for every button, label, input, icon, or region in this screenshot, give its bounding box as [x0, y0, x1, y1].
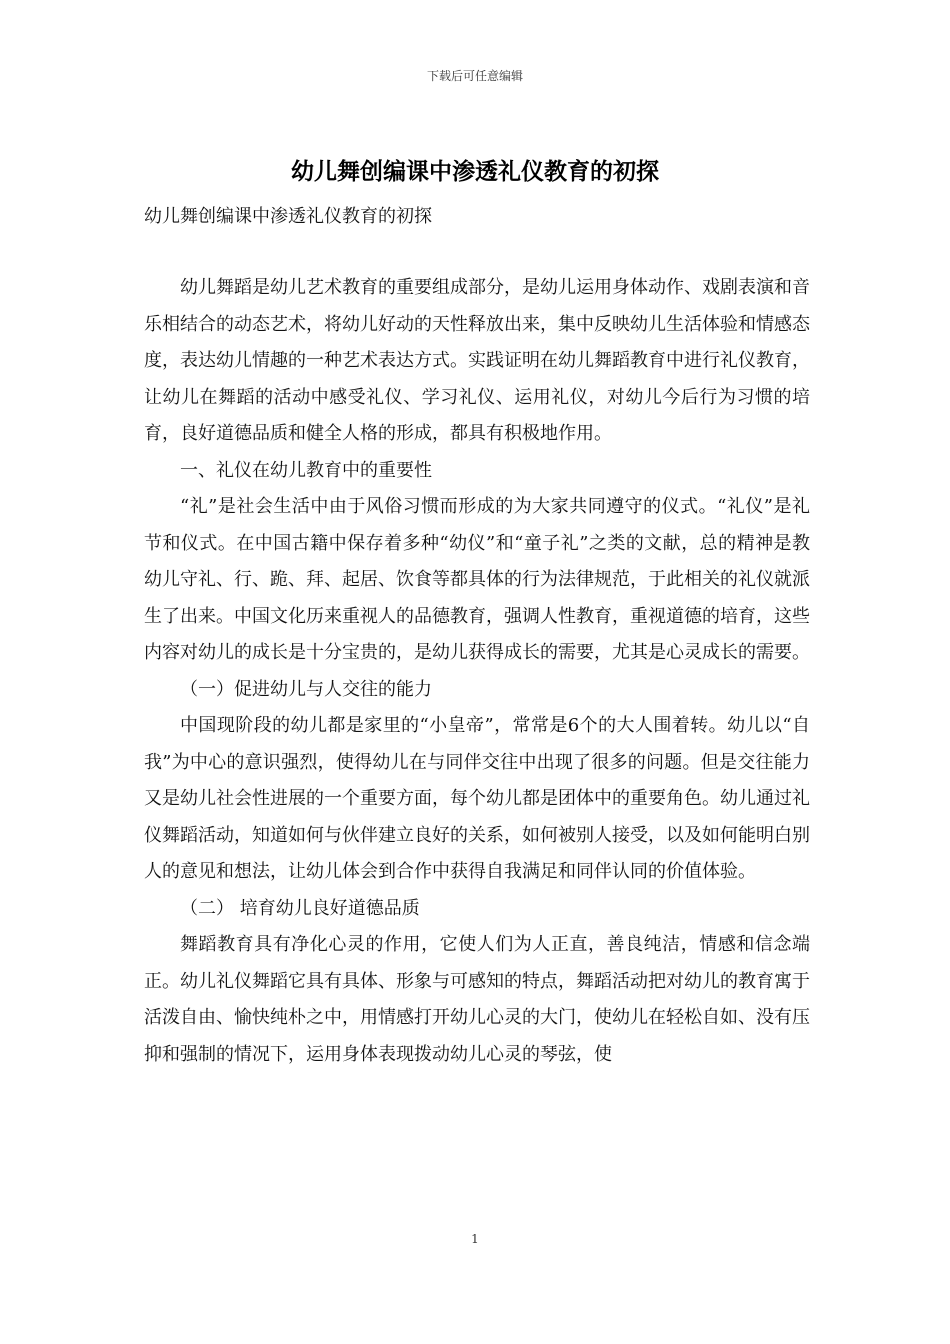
body-paragraph: “礼”是社会生活中由于风俗习惯而形成的为大家共同遵守的仪式。“礼仪”是礼节和仪式。在中国古籍中保存着多种“幼仪”和“童子礼”之类的文献，总的精神是教幼儿守礼、行、跪、拜、起居、饮食等都具体的行为法律规范，于此相关的礼仪就派生了出来。中国文化历来重视人的品德教育，强调人性教育，重视道德的培育，这些内容对幼儿的成长是十分宝贵的，是幼儿获得成长的需要，尤其是心灵成长的需要。	[144, 496, 810, 663]
subsection-heading-1: （一）促进幼儿与人交往的能力	[180, 678, 432, 700]
section-heading-1: 一、礼仪在幼儿教育中的重要性	[180, 459, 432, 481]
document-subtitle: 幼儿舞创编课中渗透礼仪教育的初探	[144, 206, 432, 227]
document-title: 幼儿舞创编课中渗透礼仪教育的初探	[291, 158, 659, 185]
intro-paragraph: 幼儿舞蹈是幼儿艺术教育的重要组成部分，是幼儿运用身体动作、戏剧表演和音乐相结合的动态艺术，将幼儿好动的天性释放出来，集中反映幼儿生活体验和情感态度，表达幼儿情趣的一种艺术表达方式。实践证明在幼儿舞蹈教育中进行礼仪教育，让幼儿在舞蹈的活动中感受礼仪、学习礼仪、运用礼仪，对幼儿今后行为习惯的培育，良好道德品质和健全人格的形成，都具有积极地作用。	[144, 277, 810, 444]
body-paragraph: 中国现阶段的幼儿都是家里的“小皇帝”，常常是6个的大人围着转。幼儿以“自我”为中心的意识强烈，使得幼儿在与同伴交往中出现了很多的问题。但是交往能力又是幼儿社会性进展的一个重要方面，每个幼儿都是团体中的重要角色。幼儿通过礼仪舞蹈活动，知道如何与伙伴建立良好的关系，如何被别人接受，以及如何能明白别人的意见和想法，让幼儿体会到合作中获得自我满足和同伴认同的价值体验。	[144, 715, 810, 882]
body-paragraph: 舞蹈教育具有净化心灵的作用，它使人们为人正直，善良纯洁，情感和信念端正。幼儿礼仪舞蹈它具有具体、形象与可感知的特点，舞蹈活动把对幼儿的教育寓于活泼自由、愉快纯朴之中，用情感打开幼儿心灵的大门，使幼儿在轻松自如、没有压抑和强制的情况下，运用身体表现拨动幼儿心灵的琴弦，使	[144, 934, 810, 1065]
document-body	[144, 270, 810, 1073]
page-number: 1	[471, 1232, 479, 1246]
page-header: 下载后可任意编辑	[426, 69, 523, 83]
subsection-heading-2: （二） 培育幼儿良好道德品质	[180, 897, 420, 919]
